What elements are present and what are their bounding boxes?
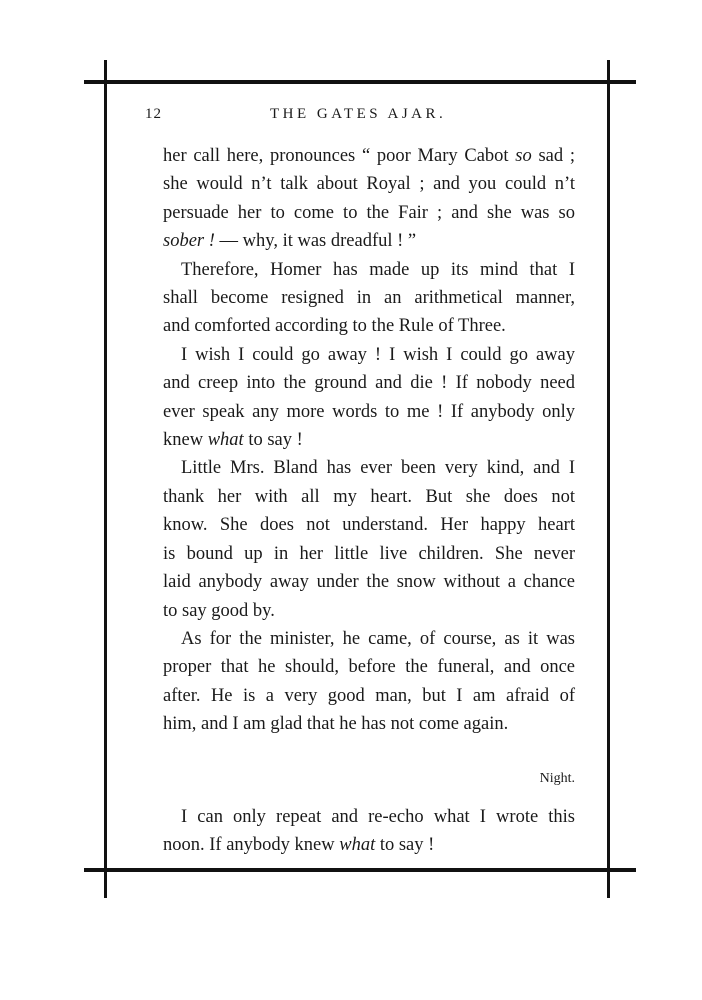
body-text [145, 142, 575, 860]
text-line: is bound up in her little live children. She never [163, 543, 575, 564]
text-line: him, and I am glad that he has not come again. [163, 714, 509, 735]
text-line: persuade her to come to the Fair ; and she was so [163, 202, 575, 223]
body-paragraph [145, 142, 575, 256]
text-line: I can only repeat and re-echo what I wrote this [181, 806, 575, 827]
section-label-night: Night. [539, 770, 575, 786]
closing-paragraph [145, 803, 575, 860]
text-line: Little Mrs. Bland has ever been very kind, and I [181, 458, 575, 479]
body-paragraph [145, 625, 575, 739]
text-line: and creep into the ground and die ! If nobody need [163, 373, 575, 394]
top-border-rule [84, 80, 636, 84]
text-line: thank her with all my heart. But she does not [163, 486, 575, 507]
body-paragraph [145, 341, 575, 455]
text-line: after. He is a very good man, but I am afraid of [163, 685, 575, 706]
text-line: I wish I could go away ! I wish I could go away [181, 344, 575, 365]
text-line: her call here, pronounces “ poor Mary Cabot so sad ; [163, 146, 575, 166]
text-line: As for the minister, he came, of course, as it was [181, 628, 575, 649]
italic-emphasis: what [339, 835, 376, 856]
bottom-border-rule [84, 868, 636, 872]
page-number: 12 [145, 106, 162, 122]
text-line: to say good by. [163, 600, 275, 621]
body-paragraph [145, 256, 575, 341]
text-line: and comforted according to the Rule of Three. [163, 316, 506, 337]
text-line: knew what to say ! [163, 430, 303, 451]
text-line: noon. If anybody knew what to say ! [163, 835, 435, 856]
text-line: proper that he should, before the funeral, and once [163, 657, 575, 678]
text-line: shall become resigned in an arithmetical manner, [163, 288, 575, 309]
left-border-rule [104, 60, 107, 898]
italic-emphasis: so [515, 146, 532, 166]
closing-paragraph [145, 803, 575, 860]
italic-emphasis: what [207, 430, 244, 451]
text-line: ever speak any more words to me ! If anybody only [163, 401, 575, 422]
text-line: know. She does not understand. Her happy heart [163, 515, 575, 536]
text-line: laid anybody away under the snow without a chance [163, 572, 575, 593]
right-border-rule [607, 60, 610, 898]
text-line: she would n’t talk about Royal ; and you could n’t [163, 174, 575, 195]
text-line: Therefore, Homer has made up its mind that I [181, 259, 575, 280]
book-title: THE GATES AJAR. [270, 106, 447, 122]
running-head [145, 106, 575, 128]
text-line: sober ! — why, it was dreadful ! ” [163, 231, 417, 252]
body-paragraph [145, 454, 575, 624]
paragraphs [145, 142, 575, 739]
italic-emphasis: sober ! [163, 231, 215, 252]
